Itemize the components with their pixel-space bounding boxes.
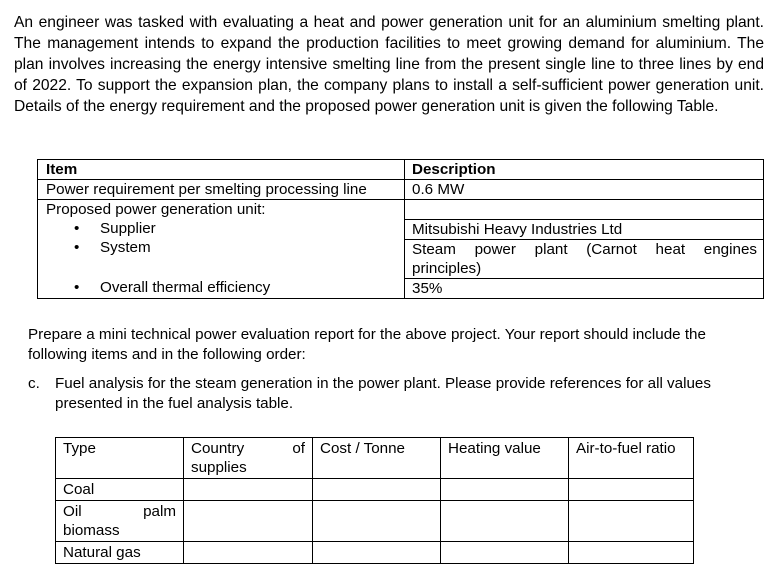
supplier-label: Supplier bbox=[100, 220, 156, 237]
list-item-label: c. bbox=[28, 375, 40, 392]
instructions-paragraph: Prepare a mini technical power evaluation report for the above project. Your report should include the following items and in the following order: bbox=[28, 326, 706, 363]
bullet-icon: • bbox=[74, 239, 80, 256]
table-row bbox=[56, 542, 694, 564]
list-item-c bbox=[28, 374, 728, 414]
bullet-icon: • bbox=[74, 279, 80, 296]
table-row bbox=[38, 200, 764, 220]
header-heating: Heating value bbox=[441, 438, 569, 479]
row-coal: Coal bbox=[56, 479, 184, 501]
proposed-unit-label: Proposed power generation unit: bbox=[38, 200, 405, 220]
table-cell bbox=[441, 479, 569, 501]
row-natural-gas: Natural gas bbox=[56, 542, 184, 564]
table-cell bbox=[184, 542, 313, 564]
table-cell bbox=[441, 501, 569, 542]
table-cell bbox=[569, 542, 694, 564]
header-country-c: supplies bbox=[191, 459, 247, 476]
list-item-text: Fuel analysis for the steam generation in the power plant. Please provide references for all values presented in the fuel analysis table. bbox=[55, 375, 711, 412]
system-value: Steam power plant (Carnot heat engines principles) bbox=[405, 239, 763, 278]
efficiency-cell bbox=[38, 278, 405, 298]
header-cost: Cost / Tonne bbox=[313, 438, 441, 479]
header-description: Description bbox=[405, 160, 764, 180]
intro-paragraph: An engineer was tasked with evaluating a heat and power generation unit for an aluminium smelting plant. The management intends to expand the production facilities to meet growing demand for aluminium. The plan involves increasing the energy intensive smelting line from the present single line to three lines by end of 2022. To support the expansion plan, the company plans to install a self-sufficient power generation unit. Details of the energy requirement and the proposed power generation unit is given the following Table. bbox=[14, 14, 764, 115]
supplier-value: Mitsubishi Heavy Industries Ltd bbox=[412, 220, 623, 238]
oil-b: palm bbox=[143, 503, 176, 520]
system-label: System bbox=[100, 239, 151, 256]
supplier-cell bbox=[38, 219, 405, 278]
header-country-a: Country bbox=[191, 440, 245, 457]
efficiency-value: 35% bbox=[405, 278, 764, 298]
header-item: Item bbox=[38, 160, 405, 180]
efficiency-label: Overall thermal efficiency bbox=[100, 279, 271, 296]
table-row bbox=[38, 278, 764, 298]
fuel-analysis-table bbox=[55, 437, 694, 564]
table-cell bbox=[313, 501, 441, 542]
table-row bbox=[38, 160, 764, 180]
table-cell bbox=[569, 479, 694, 501]
table-row bbox=[38, 180, 764, 200]
table-cell bbox=[313, 479, 441, 501]
oil-a: Oil bbox=[63, 503, 82, 520]
table-row bbox=[56, 479, 694, 501]
table-row bbox=[38, 219, 764, 278]
supplier-system-values bbox=[405, 219, 764, 278]
bullet-icon: • bbox=[74, 220, 80, 237]
table-cell bbox=[184, 501, 313, 542]
power-requirement-value: 0.6 MW bbox=[405, 180, 764, 200]
header-country-b: of bbox=[292, 440, 305, 457]
row-oil-palm bbox=[56, 501, 184, 542]
power-requirement-label: Power requirement per smelting processing line bbox=[38, 180, 405, 200]
header-country bbox=[184, 438, 313, 479]
header-afr: Air-to-fuel ratio bbox=[569, 438, 694, 479]
oil-c: biomass bbox=[63, 522, 120, 539]
table-cell bbox=[441, 542, 569, 564]
table-cell bbox=[184, 479, 313, 501]
table-cell bbox=[313, 542, 441, 564]
table-row bbox=[56, 501, 694, 542]
header-type: Type bbox=[56, 438, 184, 479]
spec-table bbox=[37, 159, 764, 299]
table-row bbox=[56, 438, 694, 479]
table-cell bbox=[569, 501, 694, 542]
proposed-unit-value bbox=[405, 200, 764, 220]
